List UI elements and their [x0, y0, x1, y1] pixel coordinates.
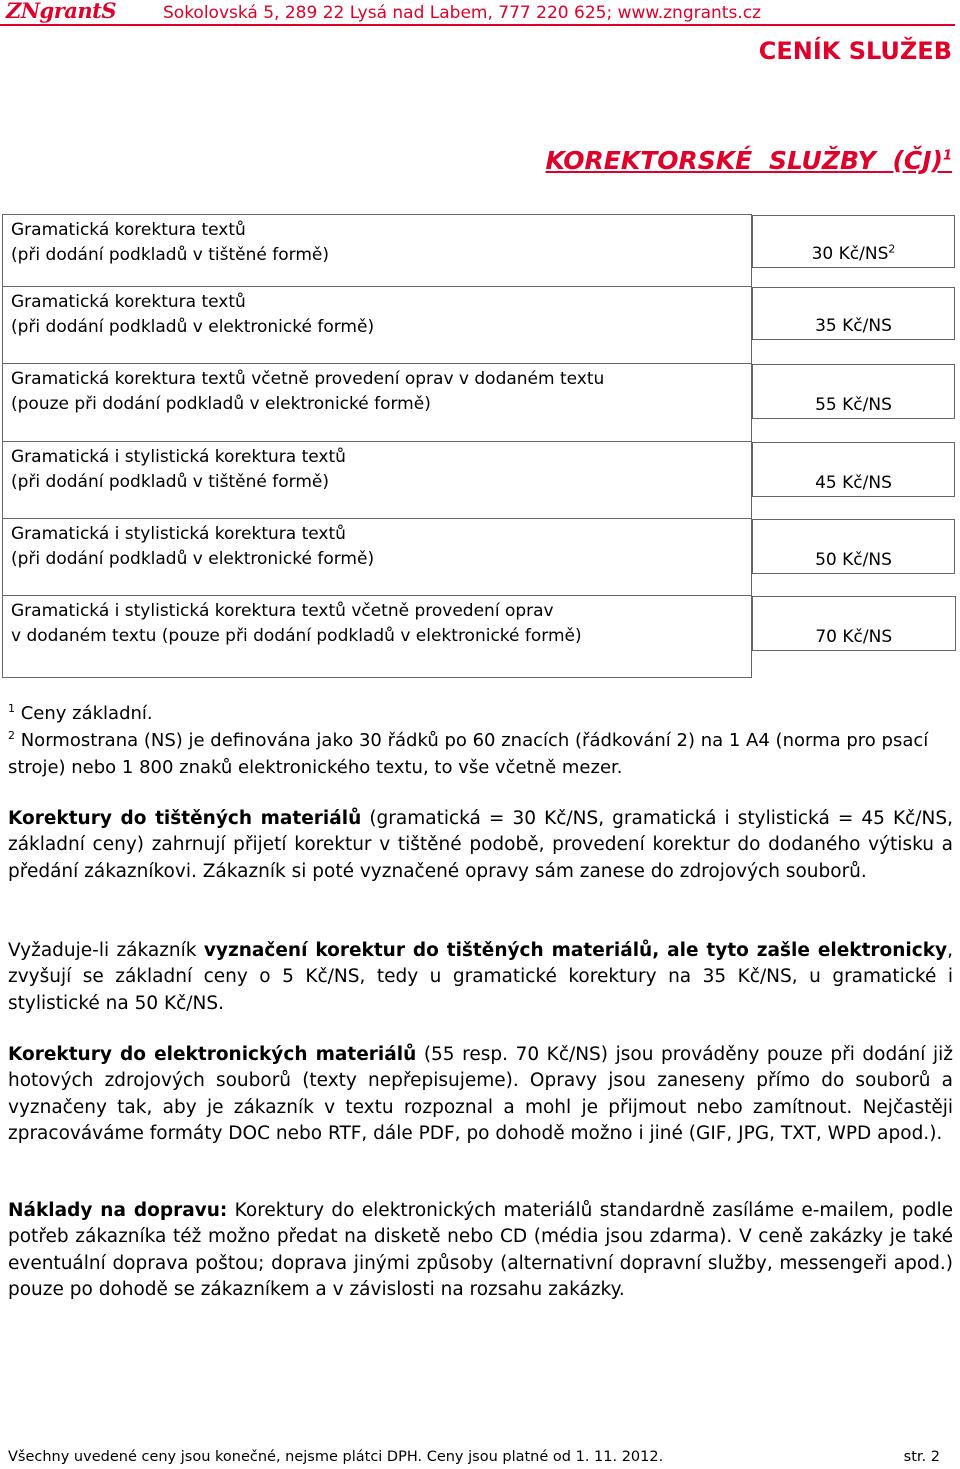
- footnotes: [8, 700, 953, 781]
- service-price: 30 $Kč/NS^2$: [752, 215, 955, 268]
- paragraph-electronic-corrections: Korektury do elektronických materiálů (55 resp. 70 Kč/NS) jsou prováděny pouze při dodání již hotových zdrojových souborů (texty nepřepisujeme). Opravy jsou zaneseny přímo do souborů a vyznačeny tak, aby je zákazník v textu rozpoznal a mohl je přijmout nebo zamítnout. Nejčastěji zpracováváme formáty DOC nebo RTF, dále PDF, po dohodě možno i jiné (GIF, JPG, TXT, WPD apod.).: [8, 1044, 953, 1145]
- paragraph-shipping-costs: Náklady na dopravu: Korektury do elektronických materiálů standardně zasíláme e-mailem, podle potřeb zákazníka též možno předat na disketě nebo CD (média jsou zdarma). V ceně zakázky je také eventuální doprava poštou; doprava jinými způsoby (alternativní dopravní služby, messengeři apod.) pouze po dohodě se zákazníkem a v závislosti na rozsahu zakázky.: [8, 1200, 953, 1301]
- service-condition: (při dodání podkladů v tištěné formě): [11, 245, 329, 265]
- section-title-text: KOREKTORSKÉ SLUŽBY (ČJ): [545, 146, 943, 175]
- footer-note: Všechny uvedené ceny jsou konečné, nejsme plátci DPH. Ceny jsou platné od 1. 11. 2012.: [8, 1449, 664, 1465]
- service-price: 50 Kč/NS: [752, 519, 955, 574]
- table-row: [3, 442, 956, 519]
- service-price: 70 Kč/NS: [752, 596, 956, 651]
- table-row: [3, 215, 956, 287]
- header-divider: [0, 24, 955, 26]
- footnote: $^1$ Ceny základní.: [8, 702, 153, 724]
- page-number: str. 2: [903, 1449, 940, 1465]
- table-row: [3, 364, 956, 442]
- footnote: $^2$ Normostrana (NS) je definována jako 30 řádků po 60 znacích (řádkování 2) na 1 A4 (norma pro psací stroje) nebo 1 800 znaků elektronického textu, to vše včetně mezer.: [8, 729, 929, 778]
- service-condition: (pouze při dodání podkladů v elektronické formě): [11, 394, 431, 414]
- service-description: [3, 442, 752, 519]
- footnote-ref: 1: [942, 148, 952, 164]
- service-condition: (při dodání podkladů v elektronické formě): [11, 549, 375, 569]
- service-description: [3, 364, 752, 442]
- service-name: Gramatická i stylistická korektura textů včetně provedení oprav: [11, 601, 554, 621]
- service-condition: (při dodání podkladů v elektronické formě): [11, 317, 375, 337]
- service-name: Gramatická korektura textů: [11, 292, 246, 312]
- section-title: [546, 146, 952, 175]
- service-description: [3, 596, 752, 678]
- company-logo: ZNgrantS: [6, 0, 117, 23]
- service-name: Gramatická i stylistická korektura textů: [11, 524, 346, 544]
- service-name: Gramatická i stylistická korektura textů: [11, 447, 346, 467]
- price-table: [2, 214, 956, 678]
- table-row: [3, 519, 956, 596]
- service-description: [3, 287, 752, 364]
- page-title: CENÍK SLUŽEB: [758, 37, 952, 65]
- service-description: [3, 215, 752, 287]
- service-condition: v dodaném textu (pouze při dodání podkladů v elektronické formě): [11, 626, 582, 646]
- service-condition: (při dodání podkladů v tištěné formě): [11, 472, 329, 492]
- service-name: Gramatická korektura textů včetně provedení oprav v dodaném textu: [11, 369, 605, 389]
- service-price: 35 Kč/NS: [752, 287, 955, 340]
- service-description: [3, 519, 752, 596]
- service-price: 55 Kč/NS: [752, 364, 955, 419]
- footnote-ref: 2: [888, 241, 896, 255]
- company-contact: Sokolovská 5, 289 22 Lysá nad Labem, 777 220 625; www.zngrants.cz: [163, 3, 761, 23]
- service-name: Gramatická korektura textů: [11, 220, 246, 240]
- service-price: 45 Kč/NS: [752, 442, 955, 497]
- table-row: [3, 287, 956, 364]
- page-footer: [8, 1449, 940, 1465]
- paragraph-printed-corrections: Korektury do tištěných materiálů (gramatická = 30 Kč/NS, gramatická i stylistická = 45 Kč/NS, základní ceny) zahrnují přijetí korektur v tištěné podobě, provedení korektur do dodaného výtisku a předání zákazníkovi. Zákazník si poté vyznačené opravy sám zanese do zdrojových souborů.: [8, 808, 953, 882]
- paragraph-electronic-submission: Vyžaduje-li zákazník vyznačení korektur do tištěných materiálů, ale tyto zašle elektronicky, zvyšují se základní ceny o 5 Kč/NS, tedy u gramatické korektury na 35 Kč/NS, u gramatické i stylistické na 50 Kč/NS.: [8, 940, 953, 1014]
- page-header: [0, 0, 960, 24]
- table-row: [3, 596, 956, 678]
